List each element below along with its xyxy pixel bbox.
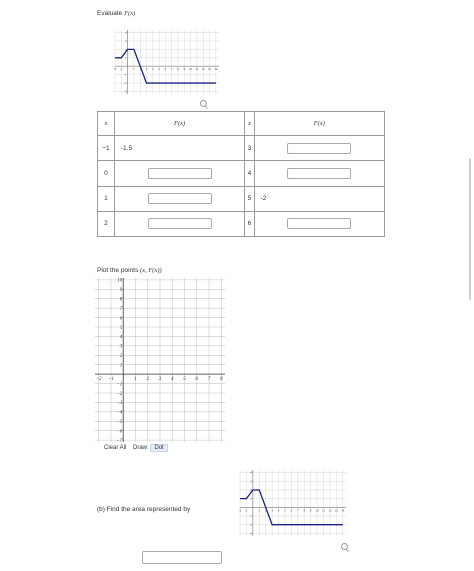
- x-tick-label: 7: [170, 67, 173, 72]
- answer-input[interactable]: [148, 193, 212, 204]
- y-tick-label: 9: [119, 288, 123, 294]
- table-row: [98, 161, 385, 186]
- answer-input[interactable]: [148, 168, 212, 179]
- x-tick-label: 1: [133, 67, 135, 72]
- y-tick-label: −5: [116, 420, 123, 426]
- table-row: [98, 186, 385, 211]
- y-tick-label: -1: [249, 514, 252, 519]
- x-tick-label: 9: [309, 508, 312, 513]
- plotting-grid[interactable]: [95, 278, 225, 442]
- evaluate-func: F(x): [124, 10, 136, 17]
- area-answer-input[interactable]: [142, 551, 222, 564]
- x-tick-label: 5: [158, 67, 160, 72]
- y-tick-label: 4: [250, 470, 252, 475]
- x-tick-label: 2: [146, 377, 149, 383]
- y-tick-label: 7: [119, 306, 123, 312]
- draw-label: Draw:: [133, 445, 149, 451]
- x-tick-label: -2: [238, 508, 242, 513]
- y-tick-label: 2: [250, 487, 252, 492]
- x-tick-label: 14: [341, 508, 345, 513]
- clear-all-button[interactable]: Clear All: [104, 445, 127, 451]
- x-tick-label: 3: [158, 377, 162, 383]
- y-tick-label: -3: [124, 89, 127, 94]
- x-tick-label: 7: [207, 377, 211, 383]
- y-tick-label: 1: [125, 55, 127, 60]
- y-tick-label: 5: [119, 325, 123, 331]
- function-graph-top: [113, 28, 221, 96]
- x-tick-label: 8: [220, 377, 223, 383]
- x-tick-label: −1: [108, 377, 114, 383]
- table-row: [98, 211, 385, 236]
- x-tick-label: -1: [120, 67, 123, 72]
- x-tick-label: −2: [95, 377, 102, 383]
- col-header-x2: x: [245, 112, 254, 136]
- y-tick-label: -1: [124, 72, 127, 77]
- col-header-x: x: [98, 112, 115, 136]
- y-tick-label: 3: [119, 344, 123, 350]
- x-tick-label: -1: [245, 508, 248, 513]
- x-tick-label: 7: [297, 508, 299, 513]
- evaluation-table: [97, 111, 385, 237]
- y-tick-label: 8: [119, 297, 123, 303]
- x-tick-label: 1: [258, 508, 261, 513]
- cell-x2: 5: [245, 186, 254, 211]
- cell-x2: 3: [245, 136, 254, 161]
- col-header-fx2: F(x): [254, 112, 384, 136]
- cell-x: −1: [98, 136, 115, 161]
- y-tick-label: -2: [124, 81, 127, 86]
- cell-x: 1: [98, 186, 115, 211]
- cell-fx-value: -1.5: [114, 136, 244, 161]
- y-tick-label: −3: [116, 401, 123, 407]
- x-tick-label: 12: [201, 67, 205, 72]
- answer-input[interactable]: [287, 168, 351, 179]
- y-tick-label: 10: [117, 278, 123, 284]
- x-tick-label: 3: [271, 508, 273, 513]
- x-tick-label: 5: [284, 508, 286, 513]
- x-tick-label: 14: [214, 67, 218, 72]
- y-tick-label: −4: [116, 410, 123, 416]
- page-scrollbar[interactable]: [469, 158, 471, 300]
- y-tick-label: −7: [116, 438, 123, 442]
- x-tick-label: 4: [171, 377, 174, 383]
- x-tick-label: 11: [322, 508, 325, 513]
- draw-controls: [104, 445, 168, 451]
- x-tick-label: -2: [113, 67, 117, 72]
- x-tick-label: 13: [334, 508, 338, 513]
- y-tick-label: 3: [250, 479, 252, 484]
- function-graph-bottom: [238, 468, 348, 538]
- col-header-fx: F(x): [114, 112, 244, 136]
- y-tick-label: -3: [249, 531, 252, 536]
- cell-x2: 4: [245, 161, 254, 186]
- x-tick-label: 1: [134, 377, 137, 383]
- answer-input[interactable]: [287, 143, 351, 154]
- x-tick-label: 6: [290, 508, 293, 513]
- answer-input[interactable]: [287, 218, 351, 229]
- x-tick-label: 10: [315, 508, 319, 513]
- x-tick-label: 8: [303, 508, 305, 513]
- cell-x: 0: [98, 161, 115, 186]
- x-tick-label: 6: [164, 67, 167, 72]
- x-tick-label: 5: [183, 377, 186, 383]
- x-tick-label: 3: [145, 67, 148, 72]
- y-tick-label: 2: [119, 354, 123, 360]
- y-tick-label: 3: [125, 38, 127, 43]
- x-tick-label: 9: [183, 67, 186, 72]
- y-tick-label: −2: [116, 391, 123, 397]
- magnifier-icon[interactable]: [341, 543, 348, 550]
- plot-points-label: Plot the points: [97, 267, 139, 274]
- y-tick-label: 4: [125, 30, 127, 35]
- x-tick-label: 6: [195, 377, 199, 383]
- cell-fx-value: -2: [254, 186, 384, 211]
- y-tick-label: 6: [119, 316, 123, 322]
- y-tick-label: 1: [119, 363, 123, 369]
- evaluate-heading: [97, 10, 135, 17]
- part-b-label: (b) Find the area represented by: [97, 506, 191, 513]
- evaluate-label: Evaluate: [97, 10, 123, 17]
- y-tick-label: −1: [116, 382, 123, 388]
- x-tick-label: 2: [139, 67, 141, 72]
- table-header-row: [98, 112, 385, 136]
- x-tick-label: 4: [277, 508, 280, 513]
- cell-x: 2: [98, 211, 115, 236]
- x-tick-label: 12: [328, 508, 332, 513]
- answer-input[interactable]: [148, 218, 212, 229]
- magnifier-icon[interactable]: [200, 100, 207, 107]
- x-tick-label: 8: [177, 67, 179, 72]
- y-tick-label: 2: [125, 47, 127, 52]
- plot-points-heading: [97, 267, 162, 274]
- y-tick-label: −6: [116, 429, 123, 435]
- x-tick-label: 13: [208, 67, 212, 72]
- cell-x2: 6: [245, 211, 254, 236]
- y-tick-label: 1: [250, 496, 252, 501]
- dot-tool-button[interactable]: Dot: [150, 444, 167, 452]
- y-tick-label: 4: [119, 335, 123, 341]
- x-tick-label: 11: [195, 67, 199, 72]
- plot-points-math: (x, F(x)): [140, 267, 162, 274]
- x-tick-label: 2: [264, 508, 267, 513]
- table-row: [98, 136, 385, 161]
- x-tick-label: 10: [189, 67, 193, 72]
- y-tick-label: -2: [249, 522, 252, 527]
- x-tick-label: 4: [152, 67, 154, 72]
